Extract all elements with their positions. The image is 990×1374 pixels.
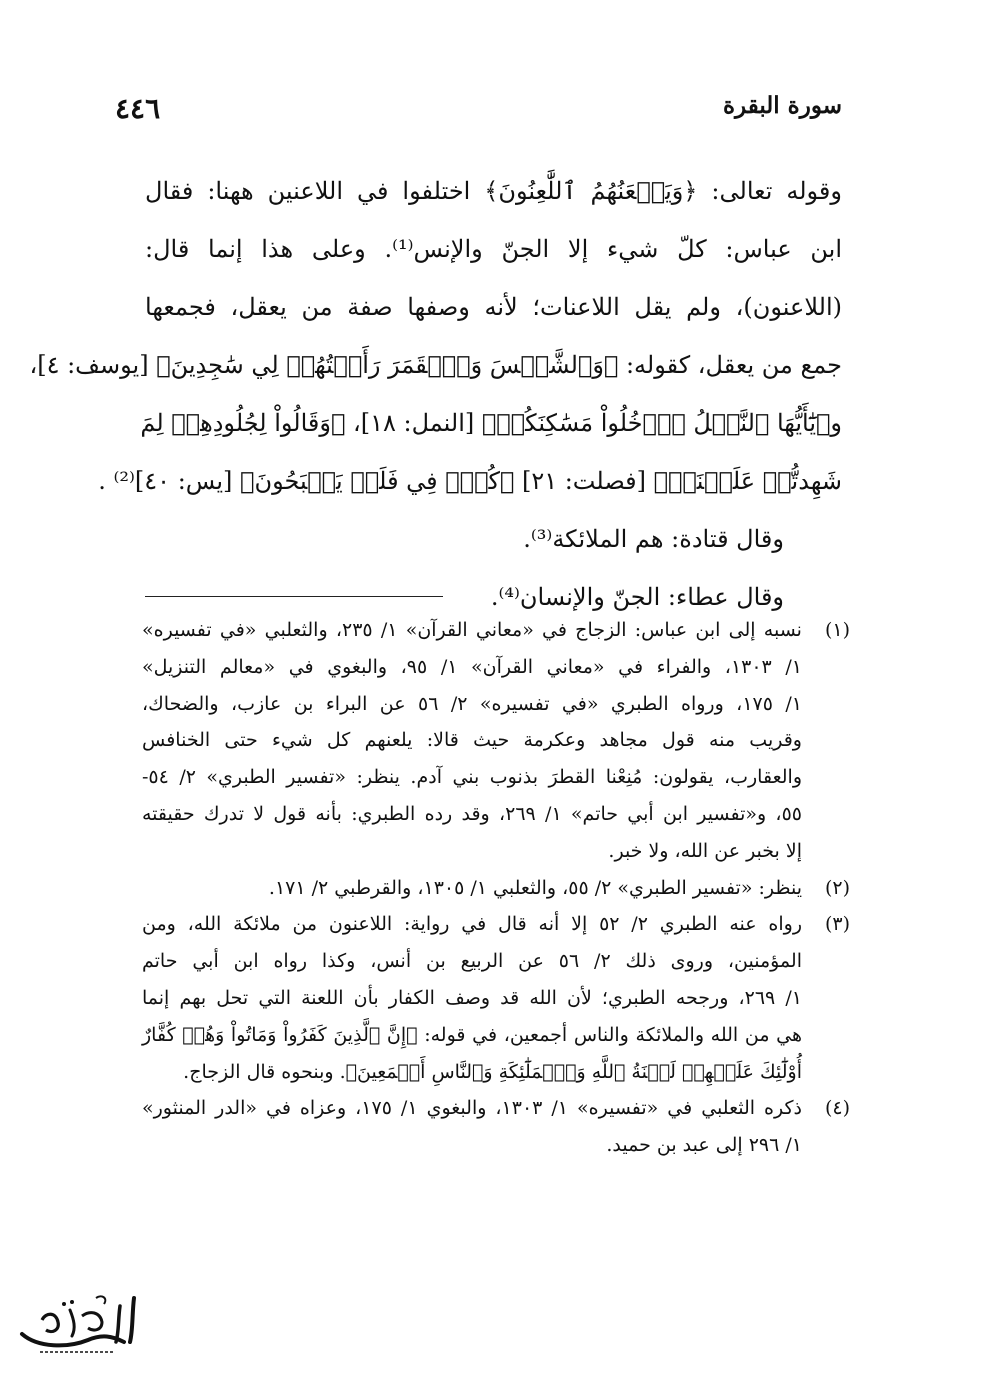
page-number: ٤٤٦ [115, 92, 161, 125]
footnote-line: هي من الله والملائكة والناس أجمعين، في قوله: ﴿إِنَّ ٱلَّذِينَ كَفَرُواْ وَمَاتُواْ وَهُمۡ كُفَّارٌ [142, 1023, 802, 1046]
footnote-line: والعقارب، يقولون: مُنِعْنا القطرَ بذنوب بني آدم. ينظر: «تفسير الطبري» ٢/ ٥٤- [142, 766, 802, 789]
footnote-line: رواه عنه الطبري ٢/ ٥٢ إلا أنه قال في رواية: اللاعنون من ملائكة الله، ومن [142, 913, 802, 936]
footnote-line: ١/ ٢٩٦ إلى عبد بن حميد. [606, 1134, 802, 1157]
footnote-divider [145, 596, 443, 597]
text-line: وقوله تعالى: ﴿وَيَلۡعَنُهُمُ ٱللَّٰعِنُونَ﴾ اختلفوا في اللاعنين ههنا: فقال [145, 177, 842, 205]
footnote-line: المؤمنين، وروى ذلك ٢/ ٥٦ عن الربيع بن أنس، وكذا رواه ابن أبي حاتم [142, 950, 802, 973]
text-line: (اللاعنون)، ولم يقل اللاعنات؛ لأنه وصفها صفة من يعقل، فجمعها [145, 293, 842, 321]
footnote-number: (٣) [824, 913, 850, 936]
footnote-number: (١) [824, 619, 850, 641]
footnote-line: ١/ ٢٦٩، ورجحه الطبري؛ لأن الله قد وصف الكفار بأن اللعنة التي تحل بهم إنما [142, 986, 802, 1009]
footnote-3 [142, 906, 850, 1090]
footnote-line: ١/ ١٣٠٣، والفراء في «معاني القرآن» ١/ ٩٥، والبغوي في «معالم التنزيل» [142, 655, 802, 678]
text-line: شَهِدتُّمۡ عَلَيۡنَاۖ﴾ [فصلت: ٢١] ﴿كُلّٞ فِي فَلَكٖ يَسۡبَحُونَ﴾ [يس: ٤٠]⁽²⁾ . [98, 467, 842, 495]
calligraphy-logo-icon [16, 1290, 146, 1360]
footnote-line: وقريب منه قول مجاهد وعكرمة حيث قالا: يلعنهم كل شيء حتى الخنافس [142, 729, 802, 752]
publisher-logo [16, 1290, 146, 1360]
footnote-line: ينظر: «تفسير الطبري» ٢/ ٥٥، والثعلبي ١/ ١٣٠٥، والقرطبي ٢/ ١٧١. [268, 876, 802, 899]
main-text [29, 162, 842, 626]
footnote-number: (٢) [824, 876, 850, 899]
footnote-line: ذكره الثعلبي في «تفسيره» ١/ ١٣٠٣، والبغوي ١/ ١٧٥، وعزاه في «الدر المنثور» [142, 1097, 803, 1120]
text-line: و﴿يَٰٓأَيُّهَا ٱلنَّمۡلُ ٱدۡخُلُواْ مَسَٰكِنَكُمۡ﴾ [النمل: ١٨]، ﴿وَقَالُواْ لِجُلُودِهِمۡ لِمَ [140, 409, 842, 437]
text-line: جمع من يعقل، كقوله: ﴿وَٱلشَّمۡسَ وَٱلۡقَمَرَ رَأَيۡتُهُمۡ لِي سَٰجِدِينَ﴾ [يوسف: ٤]، [29, 351, 842, 379]
footnote-4 [142, 1090, 850, 1164]
footnote-2 [142, 870, 850, 907]
footnote-line: نسبه إلى ابن عباس: الزجاج في «معاني القرآن» ١/ ٢٣٥، والثعلبي «في تفسيره» [142, 619, 802, 641]
footnote-line: ٥٥، و«تفسير ابن أبي حاتم» ١/ ٢٦٩، وقد رده الطبري: بأنه قول لا تدرك حقيقته [142, 802, 802, 825]
footnote-line: ١/ ١٧٥، ورواه الطبري «في تفسيره» ٢/ ٥٦ عن البراء بن عازب، والضحاك، [142, 692, 802, 715]
footnote-line: أُوْلَٰٓئِكَ عَلَيۡهِمۡ لَعۡنَةُ ٱللَّهِ وَٱلۡمَلَٰٓئِكَةِ وَٱلنَّاسِ أَجۡمَعِينَ﴾. وبنحوه قال الزجاج. [183, 1060, 802, 1083]
text-line: ابن عباس: كلّ شيء إلا الجنّ والإنس⁽¹⁾. وعلى هذا إنما قال: [145, 235, 842, 263]
surah-title: سورة البقرة [722, 92, 842, 119]
text-line: وقال عطاء: الجنّ والإنسان⁽⁴⁾. [490, 583, 784, 611]
running-header [105, 92, 842, 132]
footnote-1 [142, 612, 850, 870]
footnote-number: (٤) [824, 1097, 850, 1120]
footnote-line: إلا بخبر عن الله، ولا خبر. [608, 839, 802, 862]
footnotes [142, 612, 850, 1164]
text-line: وقال قتادة: هم الملائكة⁽³⁾. [523, 525, 784, 553]
